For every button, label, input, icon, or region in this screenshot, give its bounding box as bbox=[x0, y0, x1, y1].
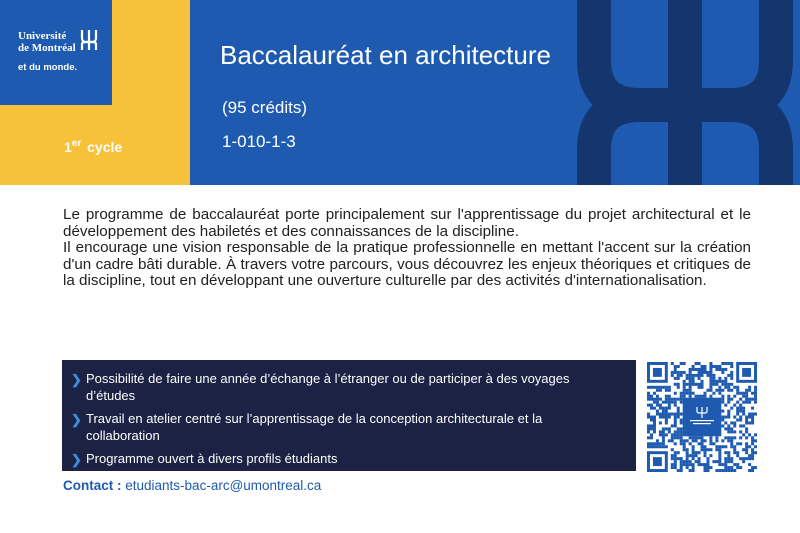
list-item bbox=[71, 410, 636, 444]
program-code: 1-010-1-3 bbox=[222, 132, 296, 151]
header-banner bbox=[190, 0, 800, 185]
highlights-list bbox=[62, 360, 636, 467]
program-description bbox=[63, 207, 751, 290]
highlight-text: Possibilité de faire une année d’échange à l’étranger ou de participer à des voyages d’études bbox=[86, 371, 570, 403]
udem-logo[interactable] bbox=[18, 30, 77, 73]
contact-line bbox=[63, 478, 321, 493]
chevron-right-icon: ❯ bbox=[71, 412, 82, 427]
contact-email-link[interactable]: etudiants-bac-arc@umontreal.ca bbox=[125, 478, 322, 493]
cycle-label bbox=[64, 138, 122, 155]
udem-large-mark-icon bbox=[570, 0, 800, 185]
highlight-text: Travail en atelier centré sur l’apprentissage de la conception architecturale et la collaboration bbox=[86, 411, 543, 443]
qr-code-icon[interactable] bbox=[647, 362, 757, 472]
chevron-right-icon: ❯ bbox=[71, 452, 82, 467]
list-item bbox=[71, 450, 636, 467]
logo-block bbox=[0, 0, 112, 105]
cycle-word: cycle bbox=[87, 139, 123, 155]
list-item bbox=[71, 370, 636, 404]
cycle-number: 1 bbox=[64, 139, 72, 155]
description-paragraph-1: Le programme de baccalauréat porte principalement sur l'apprentissage du projet architectural et le développement des habiletés et des connaissances de la discipline. bbox=[63, 206, 751, 240]
logo-tagline: et du monde. bbox=[18, 62, 78, 73]
highlights-panel bbox=[62, 360, 636, 471]
program-credits: (95 crédits) bbox=[222, 98, 308, 117]
logo-line-1: Université bbox=[18, 30, 67, 42]
description-paragraph-2: Il encourage une vision responsable de la pratique professionnelle en mettant l'accent sur la création d'un cadre bâti durable. À travers votre parcours, vous découvrez les enjeux théoriques et critiques de la discipline, tout en développant une ouverture culturelle par des activités d'internationalisation. bbox=[63, 239, 751, 290]
contact-label: Contact : bbox=[63, 478, 122, 493]
program-title: Baccalauréat en architecture bbox=[220, 40, 551, 70]
cycle-suffix: er bbox=[71, 138, 82, 149]
highlight-text: Programme ouvert à divers profils étudiants bbox=[86, 451, 338, 466]
logo-line-2: de Montréal bbox=[18, 42, 76, 54]
udem-logo-mark-icon bbox=[80, 30, 98, 50]
chevron-right-icon: ❯ bbox=[71, 372, 82, 387]
